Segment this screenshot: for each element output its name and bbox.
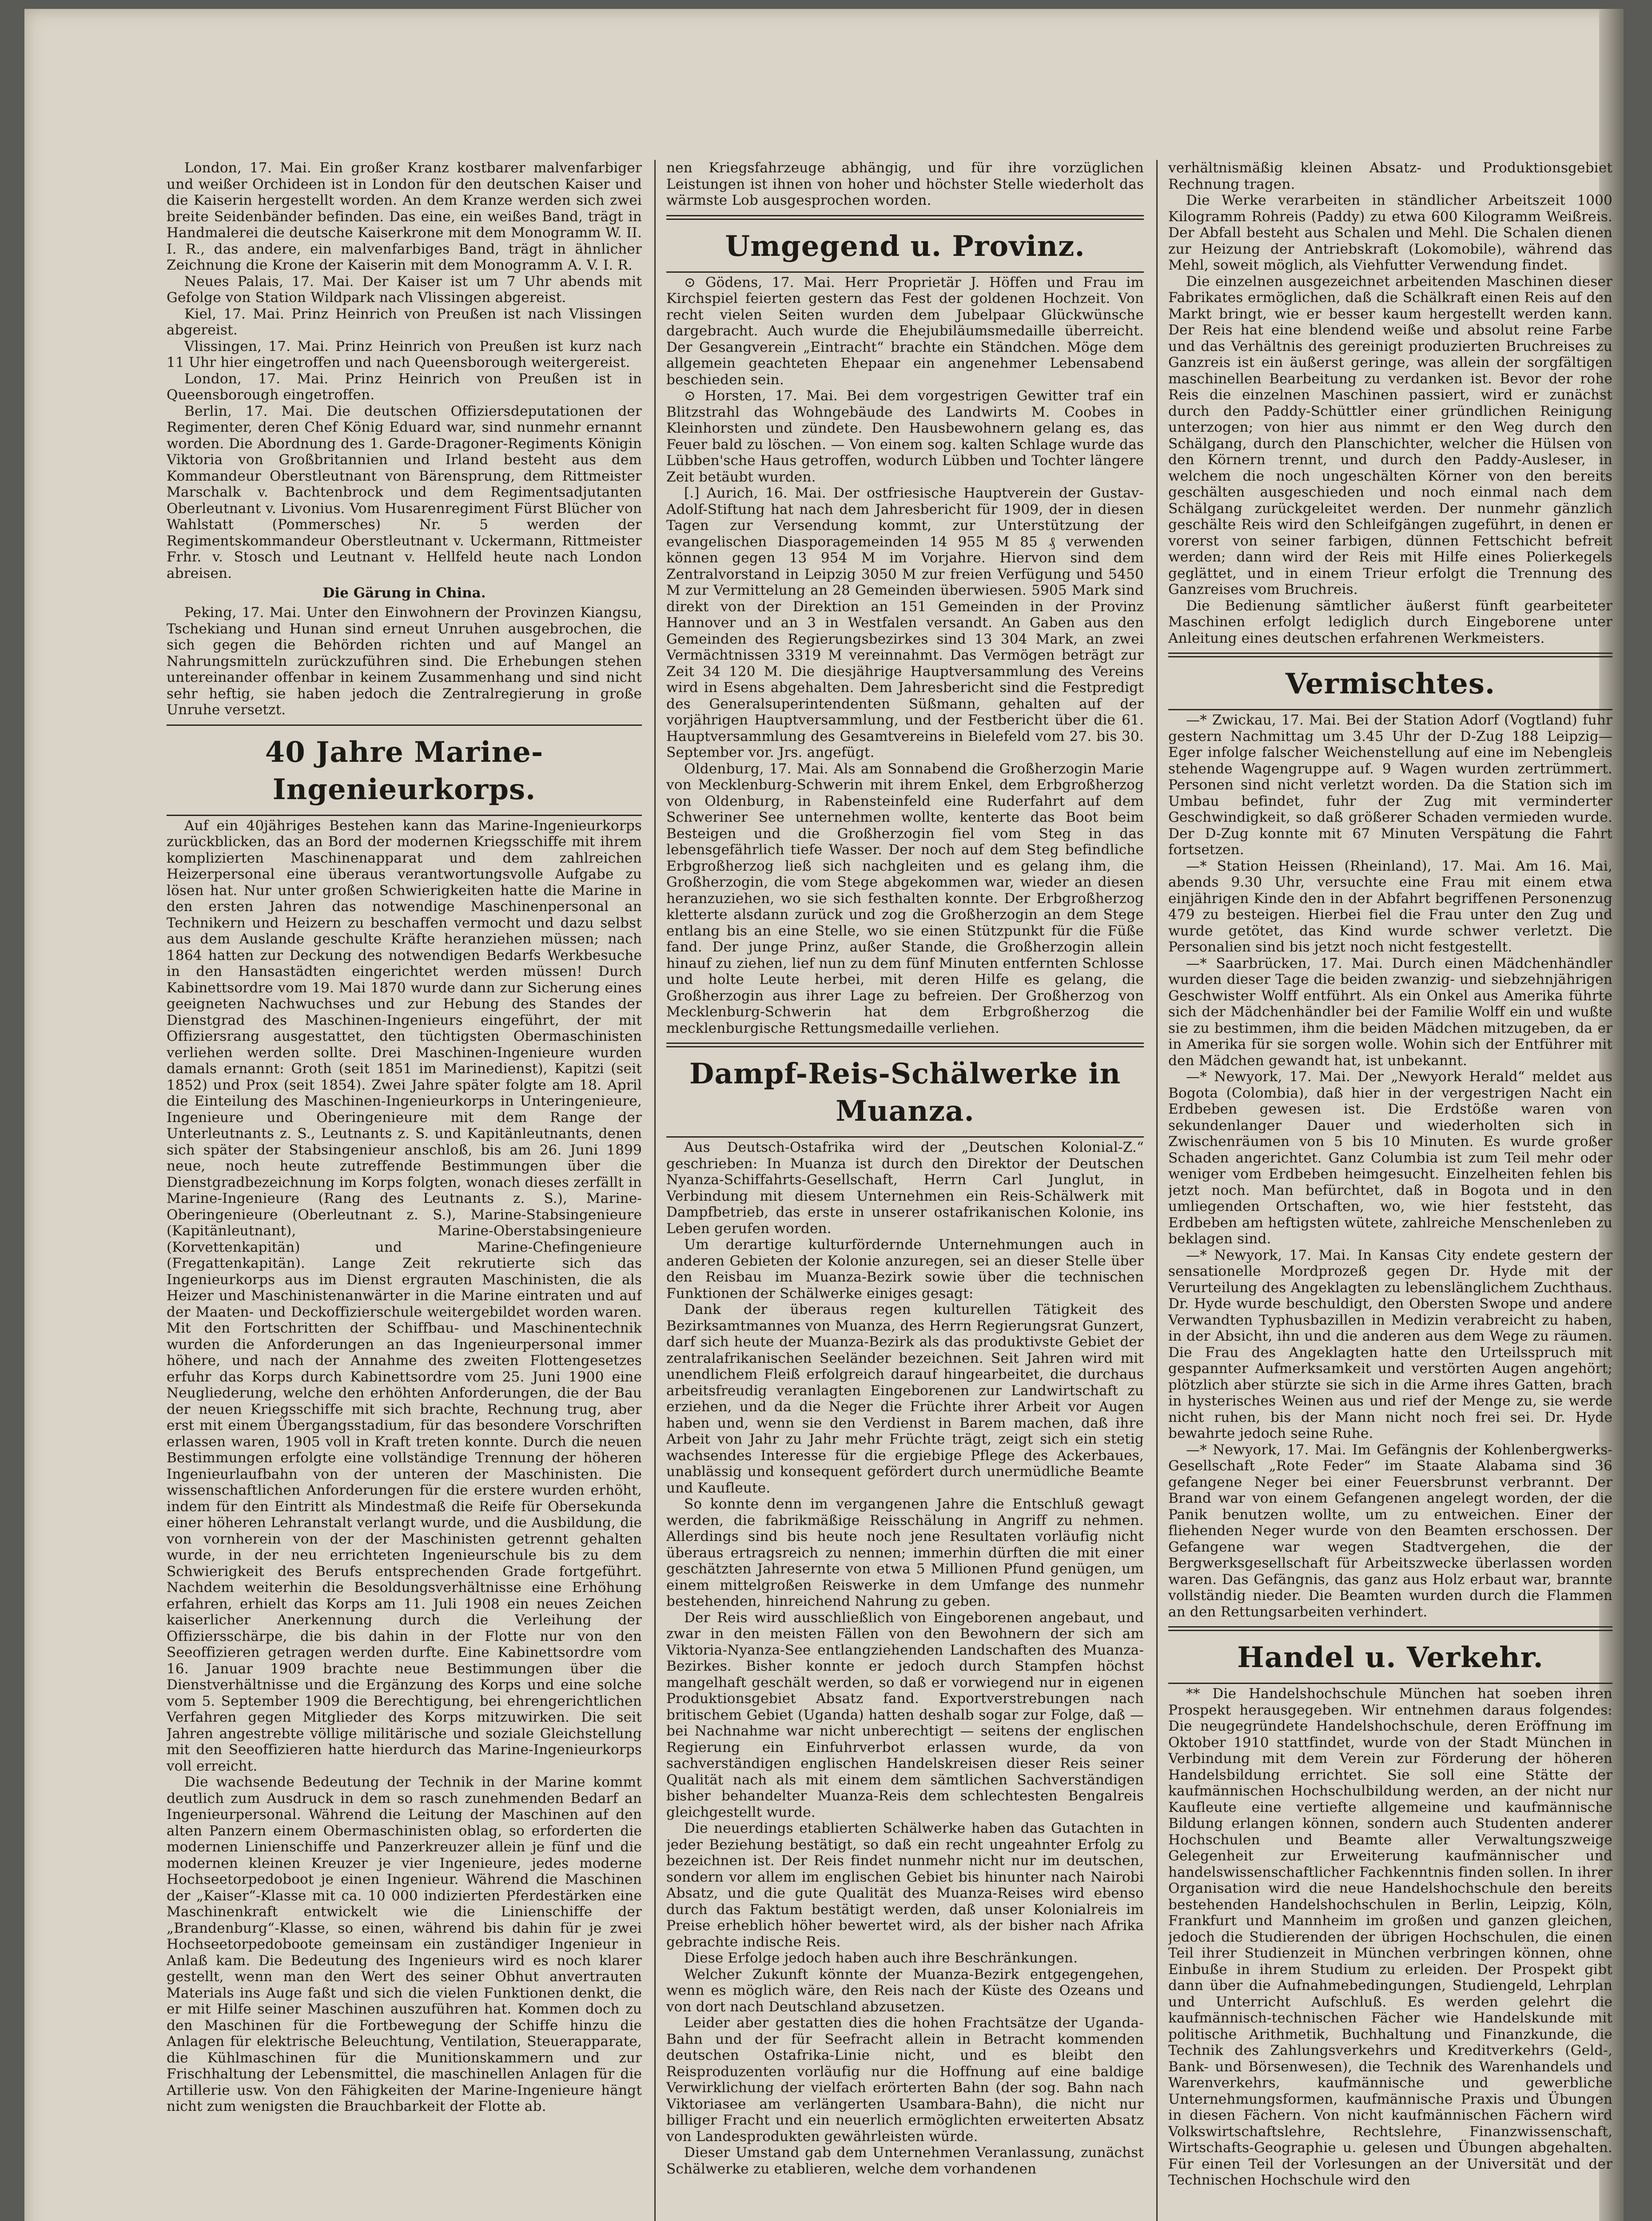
article-paragraph: ⊙ Gödens, 17. Mai. Herr Proprietär J. Höffen und Frau im Kirchspiel feierten gestern das Fest der goldenen Hochzeit. Von recht vielen Seiten wurden dem Jubelpaar Glückwünsche dargebracht. Auch wurde die Ehejubiläumsmedaille überreicht. Der Gesangverein „Eintracht“ brachte ein Ständchen. Möge dem allgemein geachteten Ehepaar ein angenehmer Lebensabend beschieden sein. bbox=[666, 274, 1144, 388]
column-middle bbox=[666, 160, 1144, 2221]
section-headline: Umgegend u. Provinz. bbox=[725, 229, 1085, 263]
article-paragraph: —* Newyork, 17. Mai. In Kansas City endete gestern der sensationelle Mordprozeß gegen Dr. Hyde mit der Verurteilung des Angeklagten zu lebenslänglichem Zuchthaus. Dr. Hyde wurde beschuldigt, den Obersten Swope und andere Verwandten Typhusbazillen in Medizin verabreicht zu haben, in der Absicht, ihn und die anderen aus dem Wege zu räumen. Die Frau des Angeklagten hatte den Urteilsspruch mit gespannter Aufmerksamkeit und verstörten Augen angehört; plötzlich aber stürzte sie sich in die Arme ihres Gatten, brach in hysterisches Weinen aus und rief der Menge zu, sie werde nicht ruhen, bis der Mann nicht noch frei sei. Dr. Hyde bewahrte jedoch seine Ruhe. bbox=[1168, 1247, 1612, 1441]
article-paragraph: Peking, 17. Mai. Unter den Einwohnern der Provinzen Kiangsu, Tschekiang und Hunan sind erneut Unruhen ausgebrochen, die sich gegen die Behörden richten und auf Mangel an Nahrungsmitteln zurückzuführen sind. Die Erhebungen stehen untereinander offenbar in keinem Zusammenhang und sind nicht sehr heftig, sie haben jedoch die Zentralregierung in große Unruhe versetzt. bbox=[167, 605, 642, 718]
divider bbox=[666, 215, 1144, 220]
article-paragraph: nen Kriegsfahrzeuge abhängig, und für ihre vorzüglichen Leistungen ist ihnen von hoher und höchster Stelle wiederholt das wärmste Lob ausgesprochen worden. bbox=[666, 160, 1144, 208]
article-paragraph: So konnte denn im vergangenen Jahre die Entschluß gewagt werden, die fabrikmäßige Reisschälung in Angriff zu nehmen. Allerdings sind bis heute noch jene Resultaten vorläufig nicht überaus ertragsreich zu nennen; immerhin dürften die mit einer geschätzten Jahresernte von etwa 5 Millionen Pfund genügen, um einem mittelgroßen Reiswerke in dem Umfange des nunmehr bestehenden, hinreichend Nahrung zu geben. bbox=[666, 1496, 1144, 1609]
section-subheading: Die Gärung in China. bbox=[322, 585, 486, 601]
article-paragraph: Neues Palais, 17. Mai. Der Kaiser ist um 7 Uhr abends mit Gefolge von Station Wildpark nach Vlissingen abgereist. bbox=[167, 273, 642, 306]
article-paragraph: London, 17. Mai. Prinz Heinrich von Preußen ist in Queensborough eingetroffen. bbox=[167, 370, 642, 403]
divider bbox=[167, 815, 642, 816]
article-paragraph: Vlissingen, 17. Mai. Prinz Heinrich von Preußen ist kurz nach 11 Uhr hier eingetroffen und nach Queensborough weitergereist. bbox=[167, 338, 642, 370]
article-paragraph: Oldenburg, 17. Mai. Als am Sonnabend die Großherzogin Marie von Mecklenburg-Schwerin mit ihrem Enkel, dem Erbgroßherzog von Oldenburg, in Rabensteinfeld eine Ruderfahrt auf dem Schweriner See unternehmen wollte, kenterte das Boot beim Besteigen und die Großherzogin fiel vom Steg in das lebensgefährlich tiefe Wasser. Der noch auf dem Steg befindliche Erbgroßherzog ließ sich nachgleiten und es gelang ihm, die Großherzogin, die vom Stege abgekommen war, wieder an diesen heranzuziehen, wo sie sich festhalten konnte. Der Erbgroßherzog kletterte alsdann zurück und zog die Großherzogin an dem Stege entlang bis an eine Stelle, wo sie einen Stützpunkt für die Füße fand. Der junge Prinz, außer Stande, die Großherzogin allein hinauf zu ziehen, lief nun zu dem fünf Minuten entfernten Schlosse und holte Leute herbei, mit deren Hilfe es gelang, die Großherzogin aus ihrer Lage zu befreien. Der Großherzog von Mecklenburg-Schwerin hat dem Erbgroßherzog die mecklenburgische Rettungsmedaille verliehen. bbox=[666, 760, 1144, 1036]
article-paragraph: —* Station Heissen (Rheinland), 17. Mai. Am 16. Mai, abends 9.30 Uhr, versuchte eine Frau mit einem etwa einjährigen Kinde den in der Abfahrt begriffenen Personenzug 479 zu besteigen. Hierbei fiel die Frau unter den Zug und wurde getötet, das Kind wurde schwer verletzt. Die Personalien sind bis jetzt noch nicht festgestellt. bbox=[1168, 858, 1612, 955]
article-headline: Dampf-Reis-Schälwerke in Muanza. bbox=[689, 1057, 1121, 1128]
divider bbox=[167, 724, 642, 726]
article-paragraph: Die wachsende Bedeutung der Technik in der Marine kommt deutlich zum Ausdruck in dem so rasch zunehmenden Bedarf an Ingenieurpersonal. Während die Leitung der Maschinen auf den alten Panzern einem Obermaschinisten oblag, so erforderten die modernen Linienschiffe und Panzerkreuzer allein je fünf und die modernen kleinen Kreuzer je vier Ingenieure, jedes moderne Hochseetorpedoboot je einen Ingenieur. Während die Maschinen der „Kaiser“-Klasse mit ca. 10 000 indizierten Pferdestärken eine Maschinenkraft entwickelt wie die Linienschiffe der „Brandenburg“-Klasse, so einen, während bis dahin für je zwei Hochseetorpedoboote gemeinsam ein zuständiger Ingenieur in Anlaß kam. Die Bedeutung des Ingenieurs wird es noch klarer gestellt, wenn man den Wert des seiner Obhut anvertrauten Materials ins Auge faßt und sich die vielen Funktionen denkt, die er mit Hilfe seiner Maschinen auszuführen hat. Kommen doch zu den Maschinen für die Fortbewegung der Schiffe hinzu die Anlagen für elektrische Beleuchtung, Ventilation, Steuerapparate, die Kühlmaschinen für die Munitionskammern und zur Frischhaltung der Lebensmittel, die maschinellen Anlagen für die Artillerie usw. Von den Fähigkeiten der Marine-Ingenieure hängt nicht zum wenigsten die Brauchbarkeit der Flotte ab. bbox=[167, 1774, 642, 2114]
article-paragraph: Kiel, 17. Mai. Prinz Heinrich von Preußen ist nach Vlissingen abgereist. bbox=[167, 306, 642, 338]
column-rule bbox=[654, 160, 656, 2221]
column-left bbox=[167, 160, 642, 2221]
article-paragraph: Berlin, 17. Mai. Die deutschen Offiziersdeputationen der Regimenter, deren Chef König Eduard war, sind nunmehr ernannt worden. Die Abordnung des 1. Garde-Dragoner-Regiments Königin Viktoria von Großbritannien und Irland besteht aus dem Kommandeur Oberstleutnant von Bärensprung, dem Rittmeister Marschalk v. Bachtenbrock und dem Regimentsadjutanten Oberleutnant v. Livonius. Vom Husarenregiment Fürst Blücher von Wahlstatt (Pommersches) Nr. 5 werden der Regimentskommandeur Oberstleutnant v. Uckermann, Rittmeister Frhr. v. Stosch und Leutnant v. Hellfeld heute nach London abreisen. bbox=[167, 403, 642, 581]
article-paragraph: London, 17. Mai. Ein großer Kranz kostbarer malvenfarbiger und weißer Orchideen ist in London für den deutschen Kaiser und die Kaiserin hergestellt worden. An dem Kranze werden sich zwei breite Seidenbänder befinden. Das eine, ein weißes Band, trägt in Handmalerei die deutsche Kaiserkrone mit dem Monogramm W. II. I. R., das andere, ein malvenfarbiges Band, trägt in ähnlicher Zeichnung die Krone der Kaiserin mit dem Monogramm A. V. I. R. bbox=[167, 160, 642, 273]
article-headline: 40 Jahre Marine-Ingenieurkorps. bbox=[265, 735, 544, 806]
divider bbox=[666, 1043, 1144, 1047]
article-paragraph: Die einzelnen ausgezeichnet arbeitenden Maschinen dieser Fabrikates ermöglichen, daß die Schälkraft einen Reis auf den Markt bringt, wie er besser kaum hergestellt werden kann. Der Reis hat eine blendend weiße und absolut reine Farbe und das Verhältnis des gereinigt produzierten Bruchreises zu Ganzreis ist ein äußerst geringe, was allein der sorgfältigen maschinellen Bearbeitung zu verdanken ist. Bevor der rohe Reis die einzelnen Maschinen passiert, wird er zunächst durch den Paddy-Schüttler einer gründlichen Reinigung unterzogen; von hier aus nimmt er den Weg durch den Schälgang, durch den Planschichter, welcher die Hülsen von den Körnern trennt, und durch den Paddy-Ausleser, in welchem die noch ungeschälten Körner von den bereits geschälten ausgeschieden und noch einmal nach dem Schälgang zurückgeleitet werden. Der nunmehr gänzlich geschälte Reis wird den Schleifgängen zugeführt, in denen er vorerst von seiner farbigen, dünnen Fettschicht befreit werden; dann wird der Reis mit Hilfe eines Polierkegels geglättet, und in einem Trieur erfolgt die Trennung des Ganzreises vom Bruchreis. bbox=[1168, 273, 1612, 597]
article-paragraph: Der Reis wird ausschließlich von Eingeborenen angebaut, und zwar in den meisten Fällen von den Bewohnern der sich am Viktoria-Nyanza-See entlangziehenden Landschaften des Muanza-Bezirkes. Bisher konnte er jedoch durch Stampfen höchst mangelhaft geschält werden, so daß er vorwiegend nur in eigenen Produktionsgebiet Absatz fand. Exportverstrebungen nach britischem Gebiet (Uganda) hatten deshalb sogar zur Folge, daß — bei Nachnahme war nicht unberechtigt — seitens der englischen Regierung ein Einfuhrverbot erlassen wurde, da von sachverständigen englischen Handelskreisen dieser Reis seiner Qualität nach als mit einem dem sämtlichen Sachverständigen bisher behandelter Muanza-Reis dem schlechtesten Bengalreis gleichgestellt wurde. bbox=[666, 1609, 1144, 1820]
article-paragraph: Auf ein 40jähriges Bestehen kann das Marine-Ingenieurkorps zurückblicken, das an Bord der modernen Kriegsschiffe mit ihrem komplizierten Maschinenapparat und dem zahlreichen Heizerpersonal eine überaus verantwortungsvolle Aufgabe zu lösen hat. Nur unter großen Schwierigkeiten hatte die Marine in den ersten Jahren das notwendige Maschinenpersonal an Technikern und Heizern zu beschaffen vermocht und dazu selbst aus dem Auslande geschulte Kräfte heranziehen müssen; nach 1864 hatten zur Deckung des notwendigen Bedarfs Werkbesuche in den Hansastädten eingerichtet werden müssen! Durch Kabinettsordre vom 19. Mai 1870 wurde dann zur Sicherung eines geeigneten Nachwuchses und zur Hebung des Standes der Dienstgrad des Maschinen-Ingenieurs eingeführt, der mit Offiziersrang ausgestattet, den tüchtigsten Obermaschinisten verliehen werden sollte. Drei Maschinen-Ingenieure wurden damals ernannt: Groth (seit 1851 im Marinedienst), Kapitzi (seit 1852) und Prox (seit 1854). Zwei Jahre später folgte am 18. April die Einteilung des Maschinen-Ingenieurkorps in Unteringenieure, Ingenieure und Oberingenieure mit dem Range der Unterleutnants z. S., Leutnants z. S. und Kapitänleutnants, denen sich später der Stabsingenieur anschloß, bis am 26. Juni 1899 neue, noch heute zutreffende Bestimmungen über die Dienstgradbezeichnung im Korps folgten, wonach dieses zerfällt in Marine-Ingenieure (Rang des Leutnants z. S.), Marine-Oberingenieure (Oberleutnant z. S.), Marine-Stabsingenieure (Kapitänleutnant), Marine-Oberstabsingenieure (Korvettenkapitän) und Marine-Chefingenieure (Fregattenkapitän). Lange Zeit rekrutierte sich das Ingenieurkorps aus im Dienst ergrauten Maschinisten, die als Heizer und Maschinistenanwärter in die Marine eintraten und auf der Maaten- und Deckoffizierschule weitergebildet worden waren. Mit den Fortschritten der Schiffbau- und Maschinentechnik wurden die Anforderungen an das Ingenieurpersonal immer höhere, und nach der Annahme des zweiten Flottengesetzes erfuhr das Korps durch Kabinettsordre vom 25. Juni 1900 eine Neugliederung, welche den erhöhten Anforderungen, die der Bau der neuen Kriegsschiffe mit sich brachte, Rechnung trug, aber erst mit einem Übergangsstadium, für das besondere Vorschriften erlassen waren, 1905 voll in Kraft treten konnte. Durch die neuen Bestimmungen erfolgte eine vollständige Trennung der höheren Ingenieurlaufbahn von der unteren der Maschinisten. Die wissenschaftlichen Anforderungen für die erstere wurden erhöht, indem für den Eintritt als Mindestmaß die Reife für Obersekunda einer höheren Lehranstalt verlangt wurde, und die Ausbildung, die von vornherein von der der Maschinisten getrennt gehalten wurde, in der neu errichteten Ingenieurschule bis zu dem Schwierigkeit des Berufs entsprechenden Grade fortgeführt. Nachdem weiterhin die Besoldungsverhältnisse eine Erhöhung erfahren, erhielt das Korps am 11. Juli 1908 ein neues Zeichen kaiserlicher Anerkennung durch die Verleihung der Offiziersschärpe, die bis dahin in der Flotte nur von den Seeoffizieren getragen werden durfte. Eine Kabinettsordre vom 16. Januar 1909 brachte neue Bestimmungen über die Dienstverhältnisse und die Ergänzung des Korps und eine solche vom 5. September 1909 die Berechtigung, bei ehrengerichtlichen Verfahren gegen Mitglieder des Korps mitzuwirken. Die seit Jahren angestrebte völlige militärische und soziale Gleichstellung mit den Seeoffizieren hatte hierdurch das Marine-Ingenieurkorps voll erreicht. bbox=[167, 817, 642, 1774]
article-paragraph: verhältnismäßig kleinen Absatz- und Produktionsgebiet Rechnung tragen. bbox=[1168, 160, 1612, 192]
article-paragraph: Die Werke verarbeiten in ständlicher Arbeitszeit 1000 Kilogramm Rohreis (Paddy) zu etwa 600 Kilogramm Weißreis. Der Abfall besteht aus Schalen und Mehl. Die Schalen dienen zur Heizung der Antriebskraft (Lokomobile), während das Mehl, soweit möglich, als Viehfutter Verwendung findet. bbox=[1168, 192, 1612, 273]
article-paragraph: Aus Deutsch-Ostafrika wird der „Deutschen Kolonial-Z.“ geschrieben: In Muanza ist durch den Direktor der Deutschen Nyanza-Schiffahrts-Gesellschaft, Herrn Carl Junglut, in Verbindung mit diesem Unternehmen ein Reis-Schälwerk mit Dampfbetrieb, das erste in unserer ostafrikanischen Kolonie, ins Leben gerufen worden. bbox=[666, 1139, 1144, 1237]
article-paragraph: [.] Aurich, 16. Mai. Der ostfriesische Hauptverein der Gustav-Adolf-Stiftung hat nach dem Jahresbericht für 1909, der in diesen Tagen zur Versendung kommt, zur Unterstützung der evangelischen Diasporagemeinden 14 955 M 85 ₰ verwenden können gegen 13 954 M im Vorjahre. Hiervon sind dem Zentralvorstand in Leipzig 3050 M zur freien Verfügung und 5450 M zur Vermittelung an 28 Gemeinden überwiesen. 5905 Mark sind direkt von der Direktion an 151 Gemeinden in der Provinz Hannover und an 3 in Westfalen versandt. An Gaben aus den Gemeinden des Regierungsbezirkes sind 13 304 Mark, an zwei Vermächtnissen 3319 M vereinnahmt. Das Vermögen beträgt zur Zeit 34 120 M. Die diesjährige Hauptversammlung des Vereins wird in Esens abgehalten. Dem Jahresbericht sind die Festpredigt des Generalsuperintendenten Süßmann, gehalten auf der vorjährigen Hauptversammlung, und der Festbericht über die 61. Hauptversammlung des Gesamtvereins in Bielefeld vom 27. bis 30. September vor. Jrs. angefügt. bbox=[666, 485, 1144, 760]
column-right bbox=[1168, 160, 1612, 2221]
section-headline: Vermischtes. bbox=[1285, 667, 1496, 701]
divider bbox=[666, 1136, 1144, 1138]
article-paragraph: Leider aber gestatten dies die hohen Frachtsätze der Uganda-Bahn und der für Seefracht allein in Betracht kommenden deutschen Ostafrika-Linie nicht, und es bleibt den Reisproduzenten vorläufig nur die Hoffnung auf eine baldige Verwirklichung der vielfach erörterten Bahn (der sog. Bahn nach Viktoriasee am verlängerten Usambara-Bahn), die nicht nur billiger Fracht und ein neuerlich ermöglichten erweiterten Absatz von Landesprodukten gewährleisten würde. bbox=[666, 2015, 1144, 2145]
article-paragraph: Die neuerdings etablierten Schälwerke haben das Gutachten in jeder Beziehung bestätigt, so daß ein recht ungeahnter Erfolg zu bezeichnen ist. Der Reis findet nunmehr nicht nur im deutschen, sondern vor allem im englischen Gebiet bis hinunter nach Nairobi Absatz, und die gute Qualität des Muanza-Reises wird ebenso durch das Faktum bestätigt werden, daß unser Kolonialreis im Preise erheblich höher bewertet wird, als der bisher nach Afrika gebrachte indische Reis. bbox=[666, 1820, 1144, 1950]
article-paragraph: Welcher Zukunft könnte der Muanza-Bezirk entgegengehen, wenn es möglich wäre, den Reis nach der Küste des Ozeans und von dort nach Deutschland abzusetzen. bbox=[666, 1966, 1144, 2015]
article-paragraph: Diese Erfolge jedoch haben auch ihre Beschränkungen. bbox=[684, 1950, 1078, 1966]
divider bbox=[1168, 1626, 1612, 1631]
article-paragraph: Um derartige kulturfördernde Unternehmungen auch in anderen Gebieten der Kolonie anzuregen, sei an dieser Stelle über den Reisbau im Muanza-Bezirk sowie über die technischen Funktionen der Schälwerke einiges gesagt: bbox=[666, 1237, 1144, 1302]
article-paragraph: ⊙ Horsten, 17. Mai. Bei dem vorgestrigen Gewitter traf ein Blitzstrahl das Wohngebäude des Landwirts M. Coobes in Kleinhorsten und zündete. Den Hausbewohnern gelang es, das Feuer bald zu löschen. — Von einem sog. kalten Schlage wurde das Lübben'sche Haus getroffen, wodurch Lübben und Tochter längere Zeit betäubt wurden. bbox=[666, 388, 1144, 485]
article-paragraph: Dank der überaus regen kulturellen Tätigkeit des Bezirksamtmannes von Muanza, des Herrn Regierungsrat Gunzert, darf sich heute der Muanza-Bezirk als das produktivste Gebiet der zentralafrikanischen Seeländer bezeichnen. Seit Jahren wird mit unendlichem Fleiß erfolgreich darauf hingearbeitet, die durchaus arbeitsfreudig veranlagten Eingeborenen zur Landwirtschaft zu erziehen, und da die Neger die Früchte ihrer Arbeit vor Augen haben und, wenn sie den Verdienst in Barem machen, daß ihre Arbeit von Jahr zu Jahr mehr Früchte trägt, zeigt sich ein stetig wachsendes Interesse für die ergiebige Pflege des Ackerbaues, unablässig und konsequent gefördert durch unermüdliche Beamte und Kaufleute. bbox=[666, 1302, 1144, 1496]
column-rule bbox=[1156, 160, 1158, 2221]
article-paragraph: —* Newyork, 17. Mai. Der „Newyork Herald“ meldet aus Bogota (Colombia), daß hier in der vergestrigen Nacht ein Erdbeben gewesen ist. Die Erdstöße waren von sekundenlanger Dauer und wiederholten sich in Zwischenräumen von 5 bis 10 Minuten. Es wurde großer Schaden angerichtet. Ganz Columbia ist zum Teil mehr oder weniger vom Erdbeben heimgesucht. Einzelheiten fehlen bis jetzt noch. Man befürchtet, daß in Bogota und in den umliegenden Ortschaften, wo, wie hier feststeht, das Erdbeben am heftigsten wütete, zahlreiche Menschenleben zu beklagen sind. bbox=[1168, 1069, 1612, 1247]
divider bbox=[1168, 1683, 1612, 1684]
article-paragraph: —* Zwickau, 17. Mai. Bei der Station Adorf (Vogtland) fuhr gestern Nachmittag um 3.45 Uhr der D-Zug 188 Leipzig—Eger infolge falscher Weichenstellung auf eine im Nebengleis stehende Wagengruppe auf. 9 Wagen wurden zertrümmert. Personen sind nicht verletzt worden. Da die Station sich im Umbau befindet, fuhr der Zug mit verminderter Geschwindigkeit, so daß größerer Schaden vermieden wurde. Der D-Zug konnte mit 67 Minuten Verspätung die Fahrt fortsetzen. bbox=[1168, 712, 1612, 858]
article-paragraph: ** Die Handelshochschule München hat soeben ihren Prospekt herausgegeben. Wir entnehmen daraus folgendes: Die neugegründete Handelshochschule, deren Eröffnung im Oktober 1910 stattfindet, wurde von der Stadt München in Verbindung mit dem Verein zur Förderung der höheren Handelsbildung errichtet. Sie soll eine Stätte der kaufmännischen Hochschulbildung werden, an der nicht nur Kaufleute eine vertiefte allgemeine und kaufmännische Bildung erlangen können, sondern auch Studenten anderer Hochschulen und Beamte aller Verwaltungszweige Gelegenheit zur Erweiterung kaufmännischer und handelswissenschaftlicher Fachkenntnis finden sollen. In ihrer Organisation wird die neue Handelshochschule den bereits bestehenden Handelshochschulen in Berlin, Leipzig, Köln, Frankfurt und Mannheim im großen und ganzen gleichen, jedoch die Studierenden der übrigen Hochschulen, die einen Teil ihrer Studienzeit in München verbringen können, ohne Einbuße in ihrem Studium zu erleiden. Der Prospekt gibt dann über die Aufnahmebedingungen, Studiengeld, Lehrplan und Unterricht Aufschluß. Es werden gelehrt die kaufmännisch-technischen Fächer wie Handelskunde mit politische Arithmetik, Buchhaltung und Finanzkunde, die Technik des Zahlungsverkehrs und Kreditverkehrs (Geld-, Bank- und Börsenwesen), die Technik des Warenhandels und Warenverkehrs, kaufmännische und gewerbliche Unternehmungsformen, kaufmännische Praxis und Übungen in diesen Fächern. Von nicht kaufmännischen Fächern wird Volkswirtschaftslehre, Rechtslehre, Finanzwissenschaft, Wirtschafts-Geographie u. gelesen und Übungen abgehalten. Für einen Teil der Vorlesungen an der Universität und der Technischen Hochschule wird den bbox=[1168, 1686, 1612, 2188]
section-headline: Handel u. Verkehr. bbox=[1237, 1641, 1544, 1674]
article-paragraph: Die Bedienung sämtlicher äußerst fünft gearbeiteter Maschinen erfolgt lediglich durch Eingeborene unter Anleitung eines deutschen erfahrenen Werkmeisters. bbox=[1168, 597, 1612, 646]
article-paragraph: —* Newyork, 17. Mai. Im Gefängnis der Kohlenbergwerks-Gesellschaft „Rote Feder“ im Staate Alabama sind 36 gefangene Neger bei einer Feuersbrunst verbrannt. Der Brand war von einem Gefangenen angelegt worden, der die Panik benutzen wollte, um zu entweichen. Einer der fliehenden Neger wurde von den Beamten erschossen. Der Gefangene war wegen Stadtvergehen, die der Bergwerksgesellschaft für Arbeitszwecke überlassen worden waren. Das Gefängnis, das ganz aus Holz erbaut war, brannte vollständig nieder. Die Beamten wurden durch die Flammen an den Rettungsarbeiten verhindert. bbox=[1168, 1441, 1612, 1620]
divider bbox=[666, 271, 1144, 273]
divider bbox=[1168, 709, 1612, 710]
article-paragraph: —* Saarbrücken, 17. Mai. Durch einen Mädchenhändler wurden dieser Tage die beiden zwanzig- und siebzehnjährigen Geschwister Wolff entführt. Als ein Onkel aus Amerika führte sich der Mädchenhändler bei der Familie Wolff ein und wußte sie zu bestimmen, ihm die beiden Mädchen mitzugeben, da er in Amerika für sie sorgen wolle. Wohin sich der Entführer mit den Mädchen gewandt hat, ist unbekannt. bbox=[1168, 955, 1612, 1069]
newspaper-page bbox=[24, 9, 1624, 2221]
divider bbox=[1168, 653, 1612, 657]
article-paragraph: Dieser Umstand gab dem Unternehmen Veranlassung, zunächst Schälwerke zu etablieren, welche dem vorhandenen bbox=[666, 2145, 1144, 2177]
